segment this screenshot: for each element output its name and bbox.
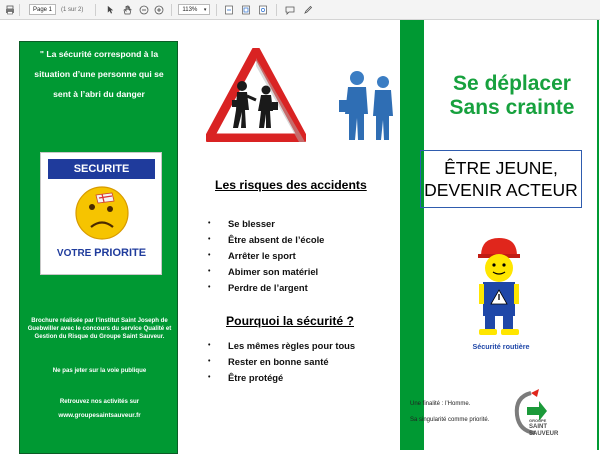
security-quote: " La sécurité correspond à la situation d’une personne qui se sent à l’abri du danger [34,49,164,99]
mascot-caption: Sécurité routière [472,342,530,351]
pdf-toolbar [0,0,600,20]
page-count: (1 sur 2) [61,6,84,13]
zoom-value: 113% [182,6,198,13]
finality-text: Une finalité : l’Homme. [410,401,471,407]
risks-heading: Les risques des accidents [215,178,367,192]
slogan-box: ÊTRE JEUNE, DEVENIR ACTEUR [420,150,582,208]
list-item: • Abimer son matériel [208,264,324,280]
pedestrians-figure-icon [339,70,397,142]
road-safety-mascot-icon [473,234,525,338]
page-number-field[interactable]: Page 1 [29,4,56,15]
document-page [0,20,600,450]
list-item: • Arrêter le sport [208,248,324,264]
risks-list [208,216,324,296]
list-item: • Rester en bonne santé [208,354,355,370]
cover-title: Se déplacer Sans crainte [449,72,575,119]
comment-icon[interactable] [284,4,296,16]
zoom-out-icon[interactable] [138,4,150,16]
security-badge [40,152,162,275]
school-warning-sign-icon [206,48,306,142]
zoom-in-icon[interactable] [153,4,165,16]
find-icon[interactable] [257,4,269,16]
singularity-text: Sa singularité comme priorité. [410,417,490,423]
list-item: • Perdre de l’argent [208,280,324,296]
logo-wordmark: GROUPE SAINT SAUVEUR [529,418,559,437]
chevron-down-icon: ▾ [203,6,207,13]
list-item: • Les mêmes règles pour tous [208,338,355,354]
hand-icon[interactable] [121,4,133,16]
brochure-credit: Brochure réalisée par l’institut Saint Joseph de Guebwiller avec le concours du service Qualité et Gestion du Risque du Groupe Saint Sauveur. [27,317,172,340]
why-list [208,338,355,386]
list-item: • Être absent de l’école [208,232,324,248]
why-heading: Pourquoi la sécurité ? [226,314,354,328]
middle-column [196,20,400,450]
list-item: • Se blesser [208,216,324,232]
fit-page-icon[interactable] [240,4,252,16]
sad-face-icon [72,183,132,243]
zoom-select[interactable] [178,4,210,15]
list-item: • Être protégé [208,370,355,386]
activities-label: Retrouvez nos activités sur [59,398,140,405]
left-green-panel [19,41,178,454]
pointer-icon[interactable] [104,4,116,16]
print-icon[interactable] [4,4,16,16]
pen-icon[interactable] [302,4,314,16]
badge-subtitle: VOTRE PRIORITE [56,247,147,259]
website-link[interactable]: www.groupesaintsauveur.fr [58,412,141,419]
fit-width-icon[interactable] [223,4,235,16]
badge-title: SECURITE [48,159,155,179]
right-cover-panel [397,20,599,450]
do-not-litter-notice: Ne pas jeter sur la voie publique [52,367,147,374]
